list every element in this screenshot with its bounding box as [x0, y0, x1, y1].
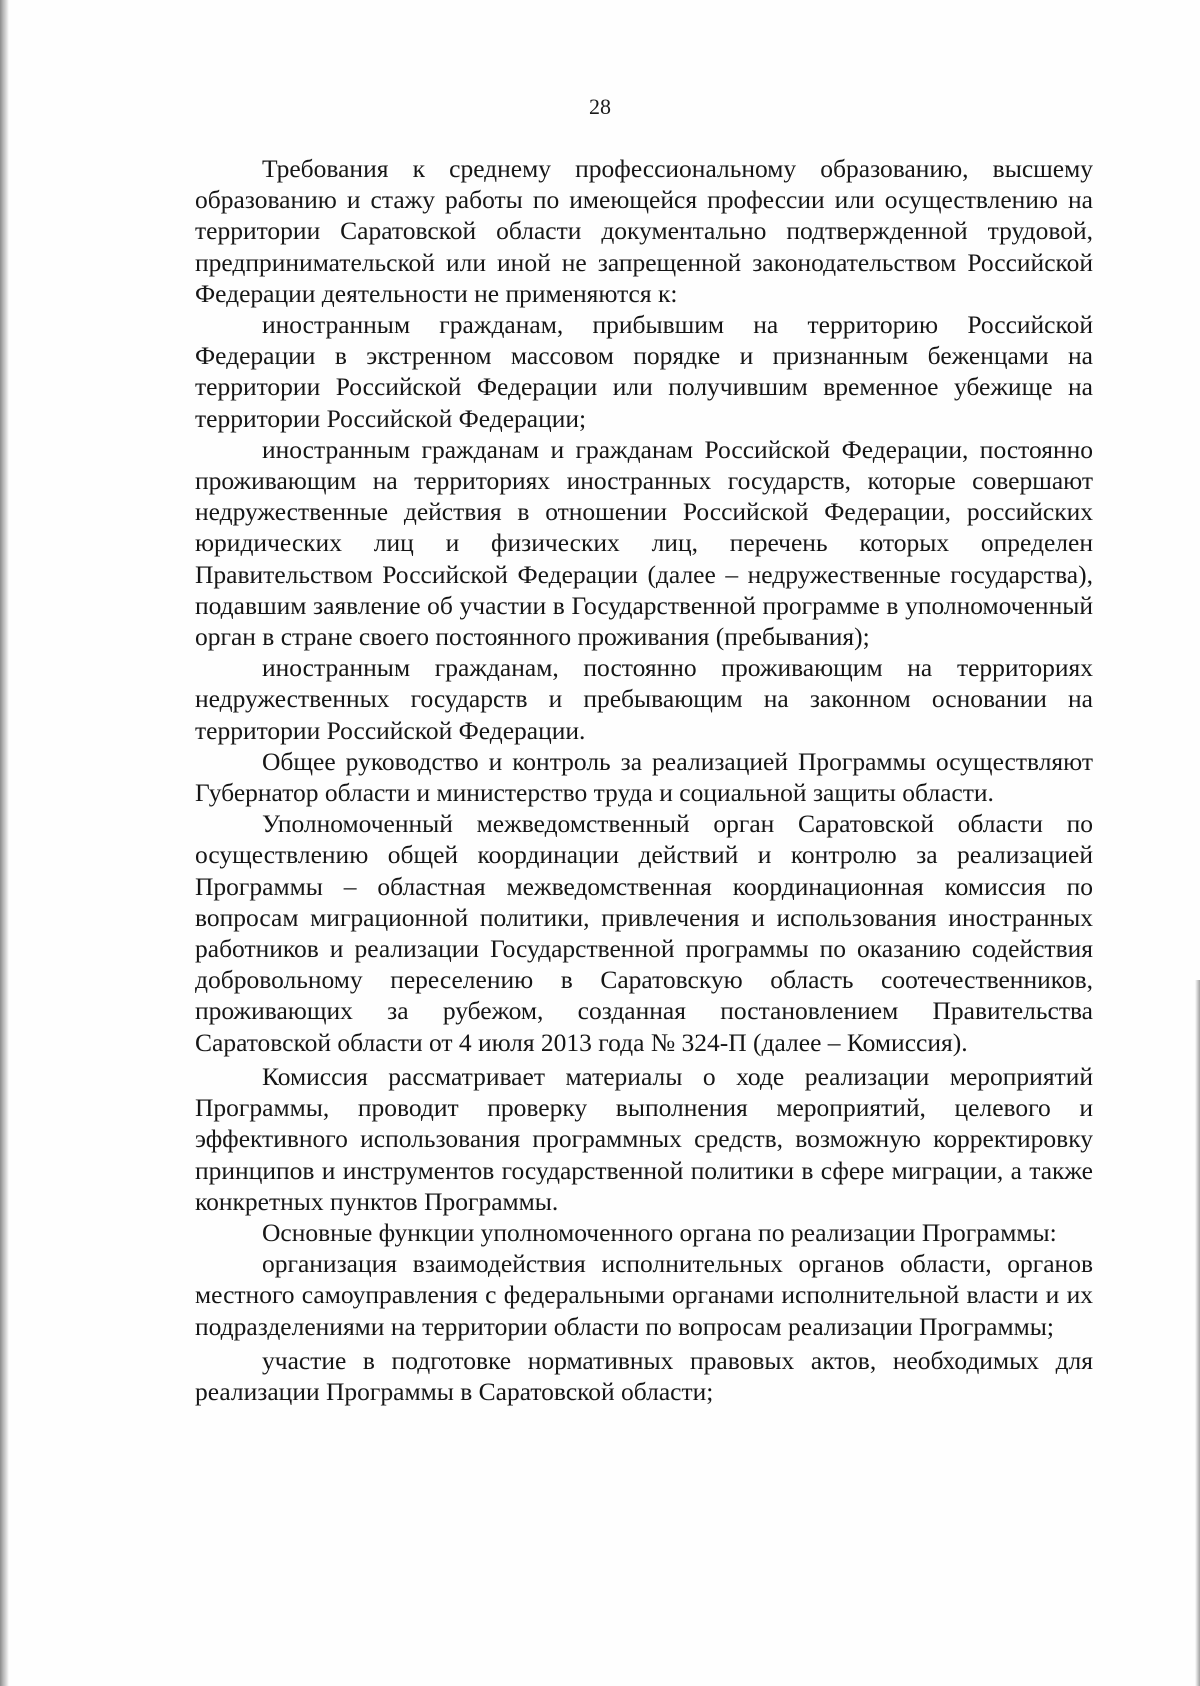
- paragraph-unfriendly-states-residents: иностранным гражданам и гражданам Российской Федерации, постоянно проживающим на территориях иностранных государств, которые совершают недружественные действия в отношении Российской Федерации, российских юридических лиц и физических лиц, перечень которых определен Правительством Российской Федерации (далее – недружественные государства), подавшим заявление об участии в Государственной программе в уполномоченный орган в стране своего постоянного проживания (пребывания);: [195, 434, 1093, 652]
- paragraph-unfriendly-states-legal-stay: иностранным гражданам, постоянно проживающим на территориях недружественных государств и пребывающим на законном основании на территории Российской Федерации.: [195, 653, 1093, 745]
- paragraph-refugees: иностранным гражданам, прибывшим на территорию Российской Федерации в экстренном массовом порядке и признанным беженцами на территории Российской Федерации или получившим временное убежище на территории Российской Федерации;: [195, 310, 1093, 433]
- paragraph-commission-review: Комиссия рассматривает материалы о ходе реализации мероприятий Программы, проводит проверку выполнения мероприятий, целевого и эффективного использования программных средств, возможную корректировку принципов и инструментов государственной политики в сфере миграции, а также конкретных пунктов Программы.: [195, 1061, 1093, 1216]
- paragraph-requirements: Требования к среднему профессиональному образованию, высшему образованию и стажу работы по имеющейся профессии или осуществлению на территории Саратовской области документально подтвержденной трудовой, предпринимательской или иной не запрещенной законодательством Российской Федерации деятельности не применяются к:: [195, 154, 1093, 308]
- document-body: [195, 153, 1093, 1407]
- paragraph-main-functions: Основные функции уполномоченного органа по реализации Программы:: [262, 1217, 1057, 1247]
- paragraph-function-legal-acts: участие в подготовке нормативных правовых актов, необходимых для реализации Программы в Саратовской области;: [195, 1345, 1093, 1406]
- paragraph-function-interaction: организация взаимодействия исполнительных органов области, органов местного самоуправления с федеральными органами исполнительной власти и их подразделениями на территории области по вопросам реализации Программы;: [195, 1249, 1093, 1341]
- paragraph-general-management: Общее руководство и контроль за реализацией Программы осуществляют Губернатор области и министерство труда и социальной защиты области.: [195, 746, 1093, 808]
- paragraph-commission-definition: Уполномоченный межведомственный орган Саратовской области по осуществлению общей координации действий и контролю за реализацией Программы – областная межведомственная координационная комиссия по вопросам миграционной политики, привлечения и использования иностранных работников и реализации Государственной программы по оказанию содействия добровольному переселению в Саратовскую область соотечественников, проживающих за рубежом, созданная постановлением Правительства Саратовской области от 4 июля 2013 года № 324-П (далее – Комиссия).: [195, 809, 1093, 1057]
- scan-edge-right: [1195, 980, 1200, 1686]
- scan-edge-left: [0, 0, 9, 1686]
- page-number: 28: [589, 94, 611, 119]
